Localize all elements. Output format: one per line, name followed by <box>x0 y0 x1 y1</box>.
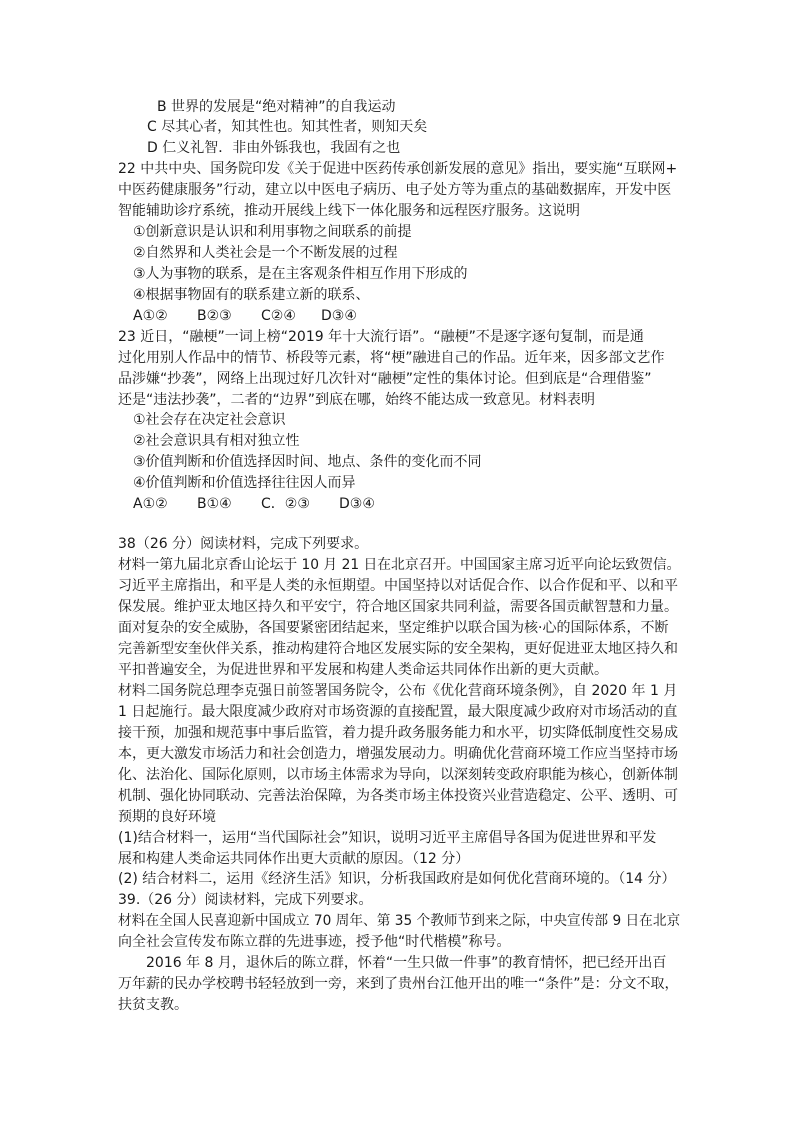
q23-stem-line: 还是“违法抄袭”，二者的“边界”到底在哪，始终不能达成一致意见。材料表明 <box>118 392 596 408</box>
q38-material2-line: 材料二国务院总理李克强日前签署国务院令，公布《优化营商环境条例》，自 2020 年 1 月 <box>118 683 678 699</box>
q38-material1-line: 保发展。维护亚太地区持久和平安宁，符合地区国家共同利益，需要各国贡献智慧和力量。 <box>118 599 678 615</box>
q23-choice-c: C．②③ <box>261 496 310 512</box>
q39-material-line: 万年薪的民办学校聘书轻轻放到一旁，来到了贵州台江他开出的唯一“条件”是：分文不取， <box>118 976 679 992</box>
q38-material1-line: 完善新型安奎伙伴关系，推动构建符合地区发展实际的安全架构，更好促进亚太地区持久和 <box>118 641 678 657</box>
q21-option-d: D 仁义礼智．非由外铄我也，我固有之也 <box>147 140 401 156</box>
q22-statement: ③人为事物的联系，是在主客观条件相互作用下形成的 <box>133 266 468 282</box>
q38-material1-line: 习近平主席指出，和平是人类的永恒期望。中国坚持以对话促合作、以合作促和平、以和平 <box>118 578 678 594</box>
q23-statement: ④价值判断和价值选择往往因人而异 <box>133 475 356 491</box>
q23-statement: ①社会存在决定社会意识 <box>133 412 286 428</box>
q39-material-line: 2016 年 8 月，退休后的陈立群，怀着“一生只做一件事”的教育情怀，把已经开出百 <box>146 955 667 971</box>
q23-choices <box>133 494 375 514</box>
q21-option-c: C 尽其心者，知其性也。知其性者，则知天矣 <box>147 119 428 135</box>
q39-material-line: 扶贫支教。 <box>118 997 188 1013</box>
q23-stem-line: 过化用别人作品中的情节、桥段等元素，将“梗”融进自己的作品。近年来，因多部文艺作 <box>118 350 665 366</box>
q38-material2-line: 化、法治化、国际化原则，以市场主体需求为导向，以深刻转变政府职能为核心，创新体制 <box>118 767 678 783</box>
q22-stem-line: 智能辅助诊疗系统，推动开展线上线下一体化服务和远程医疗服务。这说明 <box>118 203 580 219</box>
q38-material2-line: 接干预，加强和规范事中事后监管，着力提升政务服务能力和水平，切实降低制度性交易成 <box>118 725 678 741</box>
q38-material1-line: 平扣普遍安全，为促进世界和平发展和构建人类命运共同体作出新的更大贡献。 <box>118 662 608 678</box>
q38-sub1-line: 展和构建人类命运共同体作出更大贡献的原因。（12 分） <box>118 851 470 867</box>
q22-stem-line: 中医药健康服务”行动，建立以中医电子病历、电子处方等为重点的基础数据库，开发中医 <box>118 182 672 198</box>
q39-material-line: 材料在全国人民喜迎新中国成立 70 周年、第 35 个教师节到来之际，中央宣传部 9 日在北京 <box>118 913 681 929</box>
q38-material2-line: 机制、强化协同联动、完善法治保障，为各类市场主体投资兴业营造稳定、公平、透明、可 <box>118 788 678 804</box>
q23-statement: ③价值判断和价值选择因时间、地点、条件的变化而不同 <box>133 454 482 470</box>
q23-statement: ②社会意识具有相对独立性 <box>133 433 300 449</box>
q21-option-b: B 世界的发展是“绝对精神”的自我运动 <box>157 99 396 115</box>
q22-choice-a: A①② <box>133 308 168 324</box>
q39-heading: 39.（26 分）阅读材料，完成下列要求。 <box>118 892 373 908</box>
q38-material1-line: 面对复杂的安全威胁，各国要紧密团结起来，坚定维护以联合国为核·心的国际体系，不断 <box>118 620 669 636</box>
q38-sub2: (2) 结合材料二，运用《经济生活》知识，分析我国政府是如何优化营商环境的。（14 分） <box>118 871 676 887</box>
q23-choice-a: A①② <box>133 496 168 512</box>
q38-material1-line: 材料一第九届北京香山论坛于 10 月 21 日在北京召开。中国国家主席习近平向论坛致贺信。 <box>118 557 681 573</box>
q22-statement: ①创新意识是认识和利用事物之间联系的前提 <box>133 224 412 240</box>
q23-choice-b: B①④ <box>197 496 232 512</box>
q38-material2-line: 预期的良好环境 <box>118 809 216 825</box>
q23-choice-d: D③④ <box>339 496 375 512</box>
q22-statement: ②自然界和人类社会是一个不断发展的过程 <box>133 245 398 261</box>
q23-stem-line: 品涉嫌“抄袭”，网络上出现过好几次针对“融梗”定性的集体讨论。但到底是“合理借鉴” <box>118 371 652 387</box>
q38-material2-line: 本，更大激发市场活力和社会创造力，增强发展动力。明确优化营商环境工作应当坚持市场 <box>118 746 678 762</box>
q22-choice-b: B②③ <box>197 308 232 324</box>
q22-stem-line: 22 中共中央、国务院印发《关于促进中医药传承创新发展的意见》指出，要实施“互联网+ <box>118 161 678 177</box>
q22-choice-c: C②④ <box>261 308 296 324</box>
q39-material-line: 向全社会宣传发布陈立群的先进事迹，授予他“时代楷模”称号。 <box>118 934 511 950</box>
q38-sub1-line: (1)结合材料一，运用“当代国际社会”知识，说明习近平主席倡导各国为促进世界和平发 <box>118 830 657 846</box>
q22-choices <box>133 306 357 326</box>
q23-stem-line: 23 近日，“融梗”一词上榜“2019 年十大流行语”。“融梗”不是逐字逐句复制，而是通 <box>118 329 644 345</box>
q22-choice-d: D③④ <box>321 308 357 324</box>
q38-heading: 38（26 分）阅读材料，完成下列要求。 <box>118 536 369 552</box>
q38-material2-line: 1 日起施行。最大限度减少政府对市场资源的直接配置，最大限度减少政府对市场活动的直 <box>118 704 678 720</box>
q22-statement: ④根据事物固有的联系建立新的联系、 <box>133 287 370 303</box>
